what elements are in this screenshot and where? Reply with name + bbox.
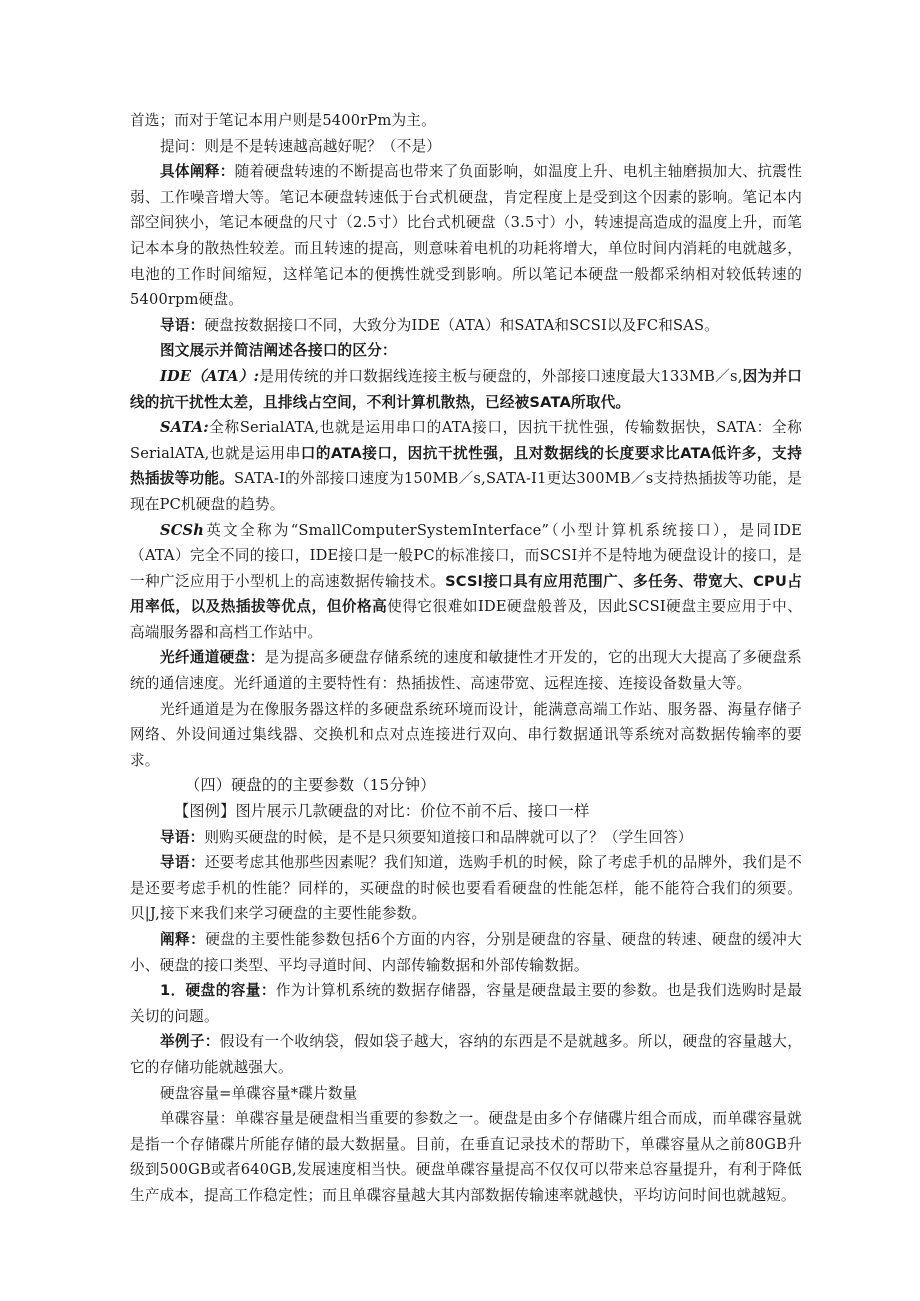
paragraph-question: 提问：则是不是转速越高越好呢？（不是） [160,137,442,155]
label-sata: SATA: [160,419,209,437]
paragraph-intro-question: 导语：则购买硬盘的时候，是不是只须要知道接口和品牌就可以了？（学生回答） [160,828,693,846]
paragraph-intro-performance: 导语：还要考虑其他那些因素呢？我们知道，选购手机的时候，除了考虑手机的品牌外，我们是不是还要考虑手机的性能？同样的，买硬盘的时候也要看看硬盘的性能怎样，能不能符合我们的须要。贝|J,接下来我们来学习硬盘的主要性能参数。 [130,854,802,923]
paragraph-fibre-detail: 光纤通道是为在像服务器这样的多硬盘系统环境而设计，能满意高端工作站、服务器、海量存储子网络、外设间通过集线器、交换机和点对点连接进行双向、串行数据通讯等系统对高数据传输率的要求。 [130,700,802,769]
paragraph-explanation: 具体阐释：随着硬盘转速的不断提高也带来了负面影响，如温度上升、电机主轴磨损加大、抗震性弱、工作噪音增大等。笔记本硬盘转速低于台式机硬盘，肯定程度上是受到这个因素的影响。笔记本内部空间狭小，笔记本硬盘的尺寸（2.5寸）比台式机硬盘（3.5寸）小，转速提高造成的温度上升，而笔记本本身的散热性较差。而且转速的提高，则意味着电机的功耗将增大，单位时间内消耗的电就越多，电池的工作时间缩短，这样笔记本的便携性就受到影响。所以笔记本硬盘一般都采纳相对较低转速的5400rpm硬盘。 [130,163,802,309]
label-fibre: 光纤通道硬盘： [160,649,265,667]
paragraph-platter-capacity: 单碟容量：单碟容量是硬盘相当重要的参数之一。硬盘是由多个存储碟片组合而成，而单碟容量就是指一个存储碟片所能存储的最大数据量。目前，在垂直记录技术的帮助下，单碟容量从之前80GB升级到500GB或者640GB,发展速度相当快。硬盘单碟容量提高不仅仅可以带来总容量提升，有利于降低生产成本，提高工作稳定性；而且单碟容量越大其内部数据传输速率就越快，平均访问时间也就越短。 [130,1110,802,1204]
paragraph-intro-interfaces: 导语：硬盘按数据接口不同，大致分为IDE（ATA）和SATA和SCSI以及FC和SAS。 [160,316,719,334]
paragraph-example: 举例子：假设有一个收纳袋，假如袋子越大，容纳的东西是不是就越多。所以，硬盘的容量越大，它的存储功能就越强大。 [130,1033,802,1076]
paragraph-rpm-note: 首选；而对于笔记本用户则是5400rPm为主。 [130,112,436,129]
paragraph-capacity-formula: 硬盘容量=单碟容量*碟片数量 [160,1084,358,1102]
paragraph-fibre-channel: 光纤通道硬盘：是为提高多硬盘存储系统的速度和敏捷性才开发的，它的出现大大提高了多硬盘系统的通信速度。光纤通道的主要特性有：热插拔性、高速带宽、远程连接、连接设备数量大等。 [130,649,802,693]
label-ide: IDE（ATA）: [160,367,260,385]
paragraph-figure-note: 【图例】图片展示几款硬盘的对比：价位不前不后、接口一样 [174,802,590,821]
paragraph-parameters-overview: 阐释：硬盘的主要性能参数包括6个方面的内容，分别是硬盘的容量、硬盘的转速、硬盘的缓冲大小、硬盘的接口类型、平均寻道时间、内部传输数据和外部传输数据。 [130,931,802,974]
label-scsi: SCSh [160,521,205,539]
label-intro: 导语： [160,316,205,334]
paragraph-ide: IDE（ATA）:是用传统的并口数据线连接主板与硬盘的，外部接口速度最大133MB／s,因为并口线的抗干扰性太差，且排线占空间，不利计算机散热，已经被SATA所取代。 [130,367,803,411]
paragraph-sata: SATA:全称SerialATA,也就是运用串口的ATA接口，因抗干扰性强，传输数据快，SATA：全称SerialATA,也就是运用串口的ATA接口，因抗干扰性强，且对数据线的长度要求比ATA低许多，支持热插拔等功能。SATA-I的外部接口速度为150MB／s,SATA-I1更达300MB／s支持热插拔等功能，是现在PC机硬盘的趋势。 [130,419,802,513]
paragraph-capacity: 1．硬盘的容量：作为计算机系统的数据存储器，容量是硬盘最主要的参数。也是我们选购时是最关切的问题。 [130,982,802,1025]
paragraph-scsi: SCSh英文全称为“SmallComputerSystemInterface”（小型计算机系统接口），是同IDE（ATA）完全不同的接口，IDE接口是一般PC的标准接口，而SCSI并不是特地为硬盘设计的接口，是一种广泛应用于小型机上的高速数据传输技术。SCSl接口具有应用范围广、多任务、带宽大、CPU占用率低，以及热插拔等优点，但价格高使得它很难如IDE硬盘般普及，因此SCSI硬盘主要应用于中、高端服务器和高档工作站中。 [130,521,803,641]
label-explanation: 具体阐释： [160,163,235,181]
paragraph-interface-heading: 图文展示并简洁阐述各接口的区分： [160,342,397,360]
document-page [130,108,802,1209]
section-heading-parameters: （四）硬盘的的主要参数（15分钟） [185,776,436,795]
